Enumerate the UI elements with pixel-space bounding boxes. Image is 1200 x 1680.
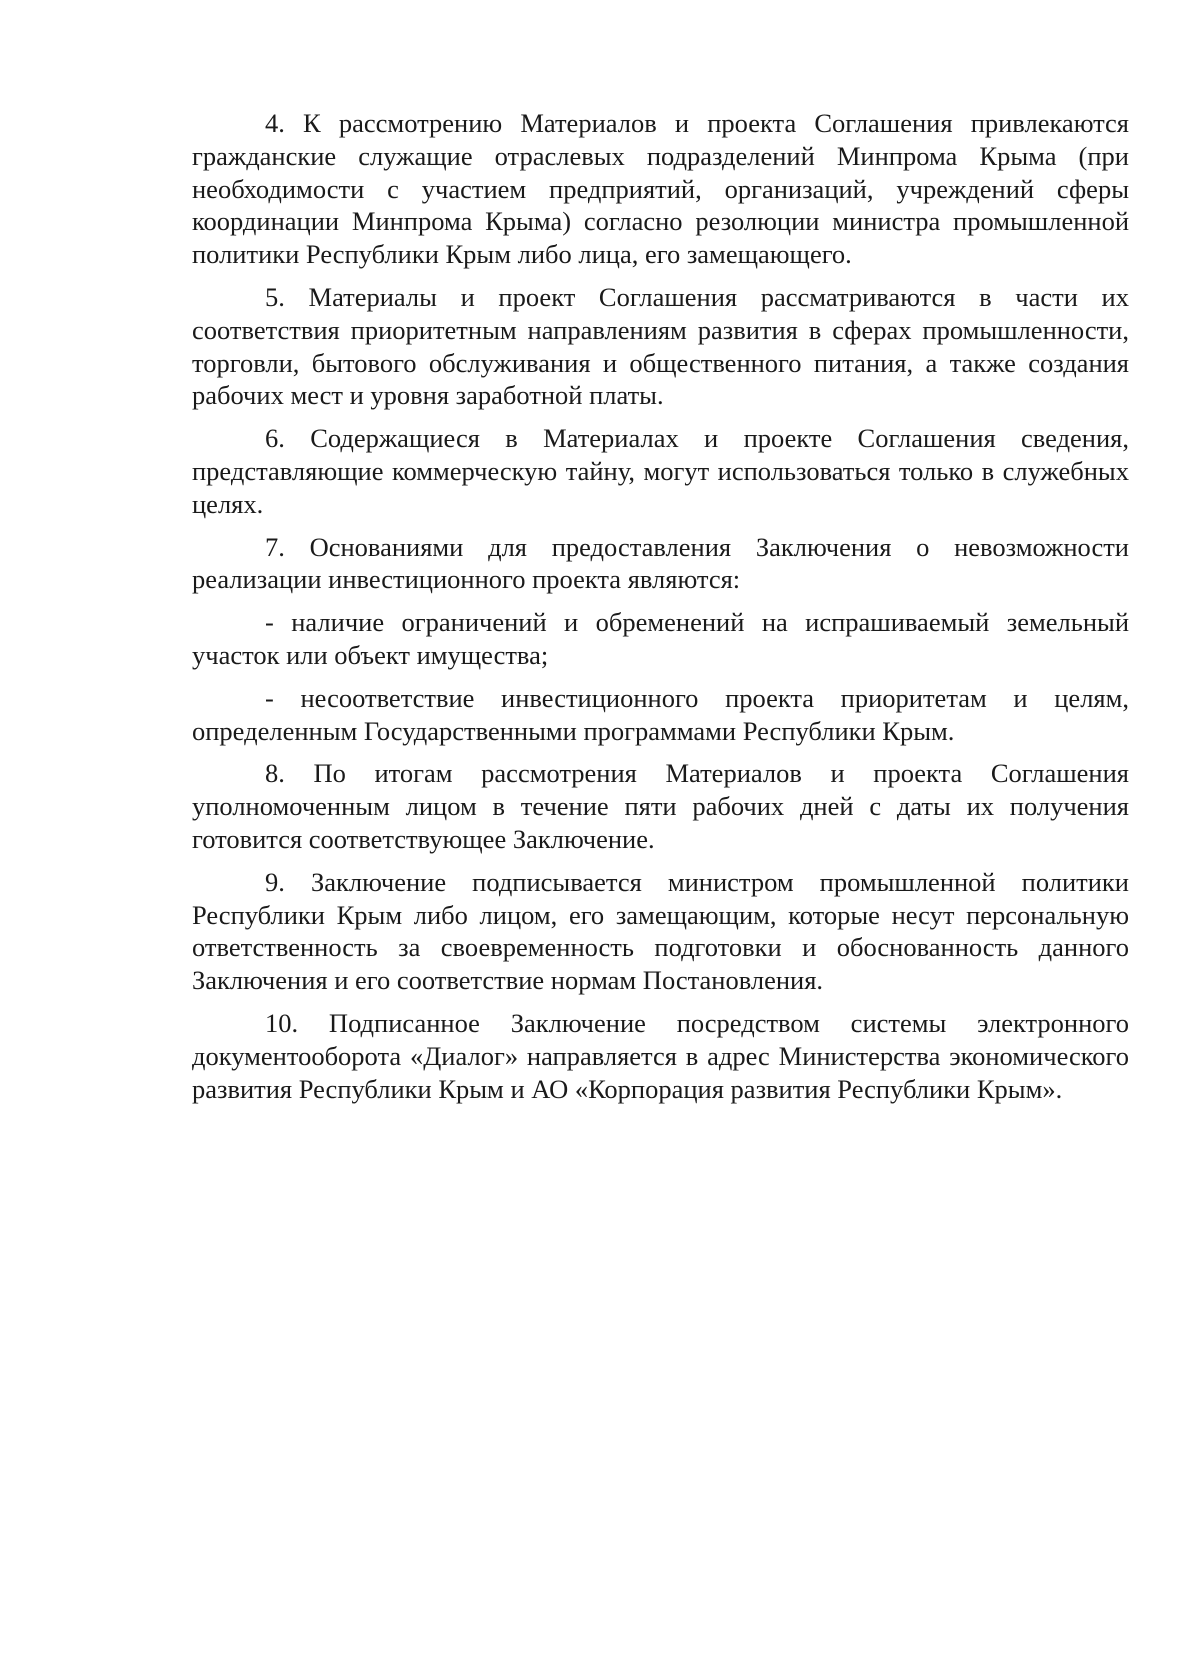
paragraph-9: 9. Заключение подписывается министром промышленной политики Республики Крым либо лицом, его замещающим, которые несут персональную ответственность за своевременность подготовки и обоснованность данного Заключения и его соответствие нормам Постановления. [192,866,1129,996]
document-body [192,107,1129,1115]
paragraph-6: 6. Содержащиеся в Материалах и проекте Соглашения сведения, представляющие коммерческую тайну, могут использоваться только в служебных целях. [192,423,1129,519]
paragraph-5: 5. Материалы и проект Соглашения рассматриваются в части их соответствия приоритетным направлениям развития в сферах промышленности, торговли, бытового обслуживания и общественного питания, а также создания рабочих мест и уровня заработной платы. [192,281,1129,411]
paragraph-4: 4. К рассмотрению Материалов и проекта Соглашения привлекаются гражданские служащие отраслевых подразделений Минпрома Крыма (при необходимости с участием предприятий, организаций, учреждений сферы координации Минпрома Крыма) согласно резолюции министра промышленной политики Республики Крым либо лица, его замещающего. [192,108,1129,270]
paragraph-10: 10. Подписанное Заключение посредством системы электронного документооборота «Диалог» направляется в адрес Министерства экономического развития Республики Крым и АО «Корпорация развития Республики Крым». [192,1007,1129,1104]
paragraph-7: 7. Основаниями для предоставления Заключения о невозможности реализации инвестиционного проекта являются: [192,531,1129,595]
list-item-noncompliance: - несоответствие инвестиционного проекта приоритетам и целям, определенным Государственными программами Республики Крым. [192,682,1129,746]
list-item-restrictions: - наличие ограничений и обременений на испрашиваемый земельный участок или объект имущества; [192,607,1129,670]
paragraph-8: 8. По итогам рассмотрения Материалов и проекта Соглашения уполномоченным лицом в течение пяти рабочих дней с даты их получения готовится соответствующее Заключение. [192,758,1129,854]
